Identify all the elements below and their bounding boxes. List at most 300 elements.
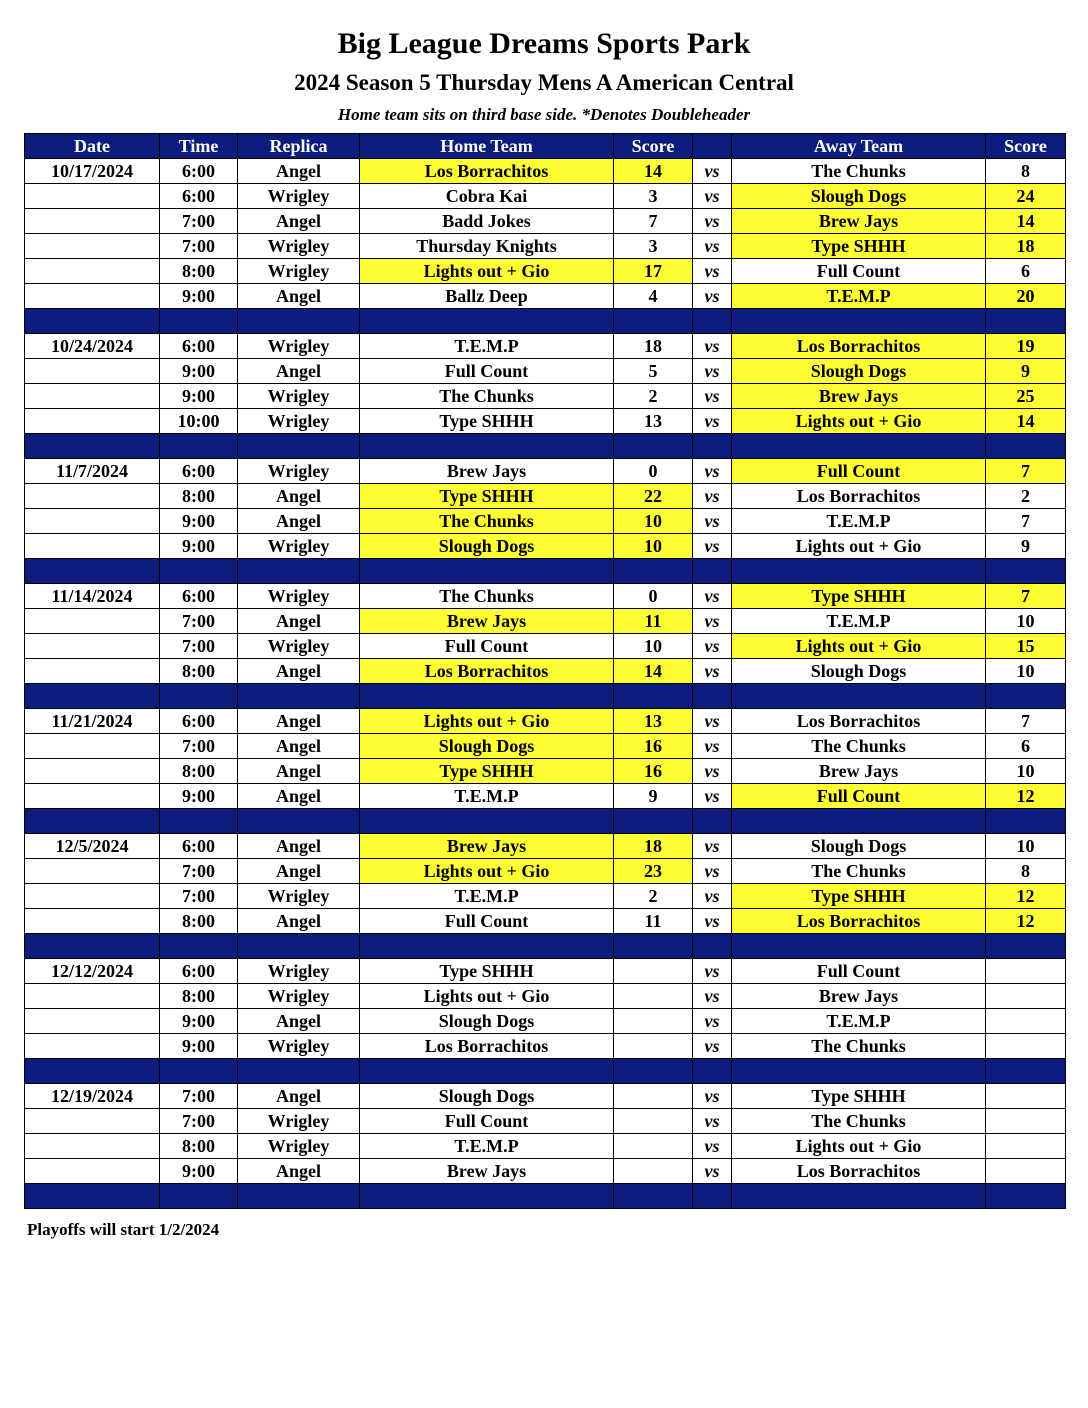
game-time: 8:00: [160, 759, 238, 784]
game-date: [25, 884, 160, 909]
away-score: 19: [986, 334, 1066, 359]
game-date: 11/7/2024: [25, 459, 160, 484]
game-time: 9:00: [160, 534, 238, 559]
away-team: Type SHHH: [732, 884, 986, 909]
away-score: [986, 1134, 1066, 1159]
game-date: 12/19/2024: [25, 1084, 160, 1109]
game-field: Angel: [238, 1084, 360, 1109]
home-team: Full Count: [360, 1109, 614, 1134]
home-team: Lights out + Gio: [360, 984, 614, 1009]
game-row: [25, 959, 1066, 984]
away-team: T.E.M.P: [732, 284, 986, 309]
game-field: Angel: [238, 284, 360, 309]
separator-cell: [360, 309, 614, 334]
away-team: Brew Jays: [732, 984, 986, 1009]
separator-cell: [238, 559, 360, 584]
home-score: [614, 1134, 693, 1159]
away-team: Lights out + Gio: [732, 1134, 986, 1159]
vs-label: vs: [693, 609, 732, 634]
away-score: 6: [986, 734, 1066, 759]
game-date: [25, 359, 160, 384]
away-team: Slough Dogs: [732, 184, 986, 209]
home-team: The Chunks: [360, 584, 614, 609]
home-team: Brew Jays: [360, 834, 614, 859]
home-score: [614, 984, 693, 1009]
game-date: [25, 659, 160, 684]
separator-cell: [360, 684, 614, 709]
away-score: [986, 1009, 1066, 1034]
away-score: 15: [986, 634, 1066, 659]
away-score: 12: [986, 884, 1066, 909]
home-team: The Chunks: [360, 384, 614, 409]
game-row: [25, 1109, 1066, 1134]
vs-label: vs: [693, 984, 732, 1009]
vs-label: vs: [693, 959, 732, 984]
game-time: 9:00: [160, 284, 238, 309]
vs-label: vs: [693, 534, 732, 559]
away-score: 10: [986, 834, 1066, 859]
home-team: Brew Jays: [360, 459, 614, 484]
separator-cell: [238, 684, 360, 709]
game-row: [25, 1159, 1066, 1184]
home-team: Slough Dogs: [360, 734, 614, 759]
separator-cell: [25, 934, 160, 959]
separator-cell: [238, 434, 360, 459]
week-separator-row: [25, 1059, 1066, 1084]
game-time: 6:00: [160, 159, 238, 184]
game-date: [25, 1034, 160, 1059]
game-date: 12/12/2024: [25, 959, 160, 984]
game-date: [25, 984, 160, 1009]
separator-cell: [986, 309, 1066, 334]
game-date: [25, 1109, 160, 1134]
home-team: Type SHHH: [360, 409, 614, 434]
home-team: Lights out + Gio: [360, 709, 614, 734]
separator-cell: [732, 1059, 986, 1084]
separator-cell: [160, 1184, 238, 1209]
away-score: 14: [986, 209, 1066, 234]
game-row: [25, 384, 1066, 409]
game-date: 10/24/2024: [25, 334, 160, 359]
game-time: 9:00: [160, 1009, 238, 1034]
game-row: [25, 834, 1066, 859]
separator-cell: [238, 1059, 360, 1084]
home-score: 7: [614, 209, 693, 234]
home-score: 2: [614, 384, 693, 409]
away-score: 7: [986, 709, 1066, 734]
home-team: T.E.M.P: [360, 784, 614, 809]
away-score: 10: [986, 609, 1066, 634]
game-time: 8:00: [160, 984, 238, 1009]
separator-cell: [732, 934, 986, 959]
home-team: T.E.M.P: [360, 884, 614, 909]
page-title: Big League Dreams Sports Park: [337, 27, 751, 60]
game-time: 8:00: [160, 659, 238, 684]
away-score: 6: [986, 259, 1066, 284]
home-score: 13: [614, 409, 693, 434]
game-time: 6:00: [160, 834, 238, 859]
home-team: Type SHHH: [360, 484, 614, 509]
home-team: Full Count: [360, 909, 614, 934]
away-team: Los Borrachitos: [732, 1159, 986, 1184]
game-field: Angel: [238, 659, 360, 684]
away-score: 7: [986, 459, 1066, 484]
away-team: Lights out + Gio: [732, 534, 986, 559]
away-team: Brew Jays: [732, 759, 986, 784]
separator-cell: [160, 1059, 238, 1084]
vs-label: vs: [693, 659, 732, 684]
home-team: Full Count: [360, 359, 614, 384]
game-field: Angel: [238, 759, 360, 784]
game-time: 6:00: [160, 959, 238, 984]
week-separator-row: [25, 434, 1066, 459]
game-date: [25, 534, 160, 559]
home-team: Slough Dogs: [360, 1009, 614, 1034]
away-team: Slough Dogs: [732, 359, 986, 384]
home-team: Badd Jokes: [360, 209, 614, 234]
away-team: Full Count: [732, 784, 986, 809]
separator-cell: [360, 809, 614, 834]
away-team: Lights out + Gio: [732, 634, 986, 659]
col-header-time: Time: [160, 134, 238, 159]
separator-cell: [693, 309, 732, 334]
game-row: [25, 359, 1066, 384]
away-score: [986, 1159, 1066, 1184]
vs-label: vs: [693, 1084, 732, 1109]
game-row: [25, 734, 1066, 759]
game-field: Wrigley: [238, 1034, 360, 1059]
home-team: The Chunks: [360, 509, 614, 534]
game-date: 11/21/2024: [25, 709, 160, 734]
away-team: Type SHHH: [732, 234, 986, 259]
game-row: [25, 709, 1066, 734]
separator-cell: [360, 934, 614, 959]
game-date: [25, 634, 160, 659]
game-row: [25, 334, 1066, 359]
game-field: Wrigley: [238, 534, 360, 559]
home-score: 9: [614, 784, 693, 809]
home-score: [614, 1084, 693, 1109]
home-team: Ballz Deep: [360, 284, 614, 309]
away-team: The Chunks: [732, 859, 986, 884]
home-team: Brew Jays: [360, 609, 614, 634]
separator-cell: [360, 1059, 614, 1084]
vs-label: vs: [693, 1009, 732, 1034]
away-score: [986, 959, 1066, 984]
game-field: Wrigley: [238, 459, 360, 484]
separator-cell: [160, 684, 238, 709]
separator-cell: [614, 934, 693, 959]
game-time: 8:00: [160, 909, 238, 934]
separator-cell: [693, 809, 732, 834]
game-date: [25, 234, 160, 259]
game-field: Angel: [238, 609, 360, 634]
separator-cell: [360, 434, 614, 459]
game-field: Wrigley: [238, 409, 360, 434]
away-team: T.E.M.P: [732, 509, 986, 534]
vs-label: vs: [693, 234, 732, 259]
game-field: Wrigley: [238, 584, 360, 609]
game-time: 7:00: [160, 234, 238, 259]
vs-label: vs: [693, 334, 732, 359]
col-header-away-score: Score: [986, 134, 1066, 159]
game-field: Wrigley: [238, 634, 360, 659]
col-header-date: Date: [25, 134, 160, 159]
game-field: Wrigley: [238, 234, 360, 259]
game-time: 7:00: [160, 884, 238, 909]
vs-label: vs: [693, 1134, 732, 1159]
separator-cell: [160, 559, 238, 584]
away-team: Full Count: [732, 459, 986, 484]
game-field: Angel: [238, 209, 360, 234]
game-field: Angel: [238, 509, 360, 534]
home-team: Type SHHH: [360, 959, 614, 984]
game-time: 7:00: [160, 734, 238, 759]
game-row: [25, 284, 1066, 309]
separator-cell: [614, 1059, 693, 1084]
home-score: [614, 1109, 693, 1134]
vs-label: vs: [693, 759, 732, 784]
away-team: The Chunks: [732, 1109, 986, 1134]
home-team: Lights out + Gio: [360, 259, 614, 284]
game-row: [25, 984, 1066, 1009]
game-field: Wrigley: [238, 334, 360, 359]
separator-cell: [732, 684, 986, 709]
away-score: [986, 984, 1066, 1009]
separator-cell: [693, 1184, 732, 1209]
game-row: [25, 209, 1066, 234]
home-score: 3: [614, 184, 693, 209]
game-time: 6:00: [160, 184, 238, 209]
game-date: [25, 409, 160, 434]
game-row: [25, 659, 1066, 684]
home-score: 14: [614, 659, 693, 684]
away-score: 10: [986, 659, 1066, 684]
vs-label: vs: [693, 1034, 732, 1059]
week-separator-row: [25, 559, 1066, 584]
vs-label: vs: [693, 709, 732, 734]
away-score: 7: [986, 509, 1066, 534]
game-row: [25, 509, 1066, 534]
game-field: Wrigley: [238, 1134, 360, 1159]
vs-label: vs: [693, 259, 732, 284]
separator-cell: [986, 809, 1066, 834]
separator-cell: [986, 1184, 1066, 1209]
home-score: 14: [614, 159, 693, 184]
separator-cell: [160, 309, 238, 334]
game-row: [25, 1034, 1066, 1059]
header-row: [25, 134, 1066, 159]
col-header-home-team: Home Team: [360, 134, 614, 159]
game-date: [25, 484, 160, 509]
week-separator-row: [25, 1184, 1066, 1209]
game-time: 8:00: [160, 1134, 238, 1159]
game-time: 6:00: [160, 709, 238, 734]
game-date: [25, 609, 160, 634]
home-score: 22: [614, 484, 693, 509]
separator-cell: [614, 434, 693, 459]
game-row: [25, 534, 1066, 559]
away-team: Los Borrachitos: [732, 909, 986, 934]
separator-cell: [614, 684, 693, 709]
away-score: 9: [986, 359, 1066, 384]
vs-label: vs: [693, 209, 732, 234]
game-field: Angel: [238, 1009, 360, 1034]
separator-cell: [614, 309, 693, 334]
separator-cell: [360, 559, 614, 584]
away-team: T.E.M.P: [732, 1009, 986, 1034]
game-time: 8:00: [160, 259, 238, 284]
separator-cell: [693, 934, 732, 959]
game-row: [25, 584, 1066, 609]
separator-cell: [238, 934, 360, 959]
game-time: 7:00: [160, 209, 238, 234]
game-field: Angel: [238, 859, 360, 884]
col-header-replica: Replica: [238, 134, 360, 159]
page-subtitle: 2024 Season 5 Thursday Mens A American Central: [294, 70, 794, 95]
separator-cell: [25, 559, 160, 584]
col-header-away-team: Away Team: [732, 134, 986, 159]
away-team: T.E.M.P: [732, 609, 986, 634]
vs-label: vs: [693, 1159, 732, 1184]
away-score: 12: [986, 909, 1066, 934]
home-score: 4: [614, 284, 693, 309]
separator-cell: [614, 559, 693, 584]
away-score: [986, 1084, 1066, 1109]
separator-cell: [732, 809, 986, 834]
away-score: 10: [986, 759, 1066, 784]
away-score: [986, 1034, 1066, 1059]
separator-cell: [360, 1184, 614, 1209]
game-date: 10/17/2024: [25, 159, 160, 184]
separator-cell: [25, 1184, 160, 1209]
vs-label: vs: [693, 884, 732, 909]
game-row: [25, 1134, 1066, 1159]
home-score: 10: [614, 534, 693, 559]
game-row: [25, 784, 1066, 809]
game-date: [25, 509, 160, 534]
game-row: [25, 234, 1066, 259]
game-time: 7:00: [160, 1084, 238, 1109]
vs-label: vs: [693, 784, 732, 809]
away-team: Slough Dogs: [732, 659, 986, 684]
separator-cell: [986, 684, 1066, 709]
playoffs-note: Playoffs will start 1/2/2024: [27, 1220, 220, 1239]
home-score: 18: [614, 834, 693, 859]
schedule-body: [25, 159, 1066, 1209]
game-time: 9:00: [160, 784, 238, 809]
away-score: 18: [986, 234, 1066, 259]
game-date: [25, 784, 160, 809]
schedule-table: [24, 133, 1066, 1209]
separator-cell: [732, 309, 986, 334]
game-time: 7:00: [160, 609, 238, 634]
home-score: 3: [614, 234, 693, 259]
away-team: Full Count: [732, 259, 986, 284]
game-row: [25, 884, 1066, 909]
vs-label: vs: [693, 159, 732, 184]
separator-cell: [25, 309, 160, 334]
separator-cell: [614, 1184, 693, 1209]
separator-cell: [986, 559, 1066, 584]
separator-cell: [160, 434, 238, 459]
game-row: [25, 1084, 1066, 1109]
game-date: [25, 909, 160, 934]
home-team-note: Home team sits on third base side. *Denotes Doubleheader: [337, 105, 751, 124]
home-score: [614, 1034, 693, 1059]
home-score: 13: [614, 709, 693, 734]
game-date: [25, 1009, 160, 1034]
away-score: 12: [986, 784, 1066, 809]
game-row: [25, 409, 1066, 434]
away-team: Los Borrachitos: [732, 484, 986, 509]
game-field: Angel: [238, 359, 360, 384]
vs-label: vs: [693, 734, 732, 759]
separator-cell: [614, 809, 693, 834]
vs-label: vs: [693, 184, 732, 209]
separator-cell: [986, 934, 1066, 959]
away-score: 2: [986, 484, 1066, 509]
game-date: [25, 1159, 160, 1184]
away-score: 8: [986, 859, 1066, 884]
separator-cell: [732, 434, 986, 459]
game-row: [25, 759, 1066, 784]
game-time: 9:00: [160, 359, 238, 384]
game-field: Angel: [238, 834, 360, 859]
game-date: 11/14/2024: [25, 584, 160, 609]
game-time: 9:00: [160, 1159, 238, 1184]
home-team: Los Borrachitos: [360, 159, 614, 184]
home-score: 2: [614, 884, 693, 909]
away-score: 9: [986, 534, 1066, 559]
vs-label: vs: [693, 509, 732, 534]
away-team: The Chunks: [732, 1034, 986, 1059]
vs-label: vs: [693, 634, 732, 659]
away-score: 7: [986, 584, 1066, 609]
game-field: Angel: [238, 484, 360, 509]
game-field: Angel: [238, 709, 360, 734]
game-field: Angel: [238, 159, 360, 184]
vs-label: vs: [693, 909, 732, 934]
separator-cell: [25, 434, 160, 459]
game-field: Wrigley: [238, 184, 360, 209]
vs-label: vs: [693, 584, 732, 609]
home-team: Slough Dogs: [360, 534, 614, 559]
away-team: Brew Jays: [732, 209, 986, 234]
home-team: T.E.M.P: [360, 334, 614, 359]
home-team: Brew Jays: [360, 1159, 614, 1184]
away-team: The Chunks: [732, 159, 986, 184]
home-score: 5: [614, 359, 693, 384]
home-team: Lights out + Gio: [360, 859, 614, 884]
home-score: 10: [614, 509, 693, 534]
separator-cell: [986, 1059, 1066, 1084]
home-score: [614, 959, 693, 984]
separator-cell: [160, 809, 238, 834]
game-field: Angel: [238, 1159, 360, 1184]
game-time: 9:00: [160, 509, 238, 534]
away-team: Type SHHH: [732, 584, 986, 609]
vs-label: vs: [693, 409, 732, 434]
home-team: Thursday Knights: [360, 234, 614, 259]
away-score: 8: [986, 159, 1066, 184]
home-score: [614, 1159, 693, 1184]
game-time: 6:00: [160, 584, 238, 609]
away-team: Brew Jays: [732, 384, 986, 409]
home-score: 11: [614, 909, 693, 934]
game-row: [25, 259, 1066, 284]
col-header-home-score: Score: [614, 134, 693, 159]
